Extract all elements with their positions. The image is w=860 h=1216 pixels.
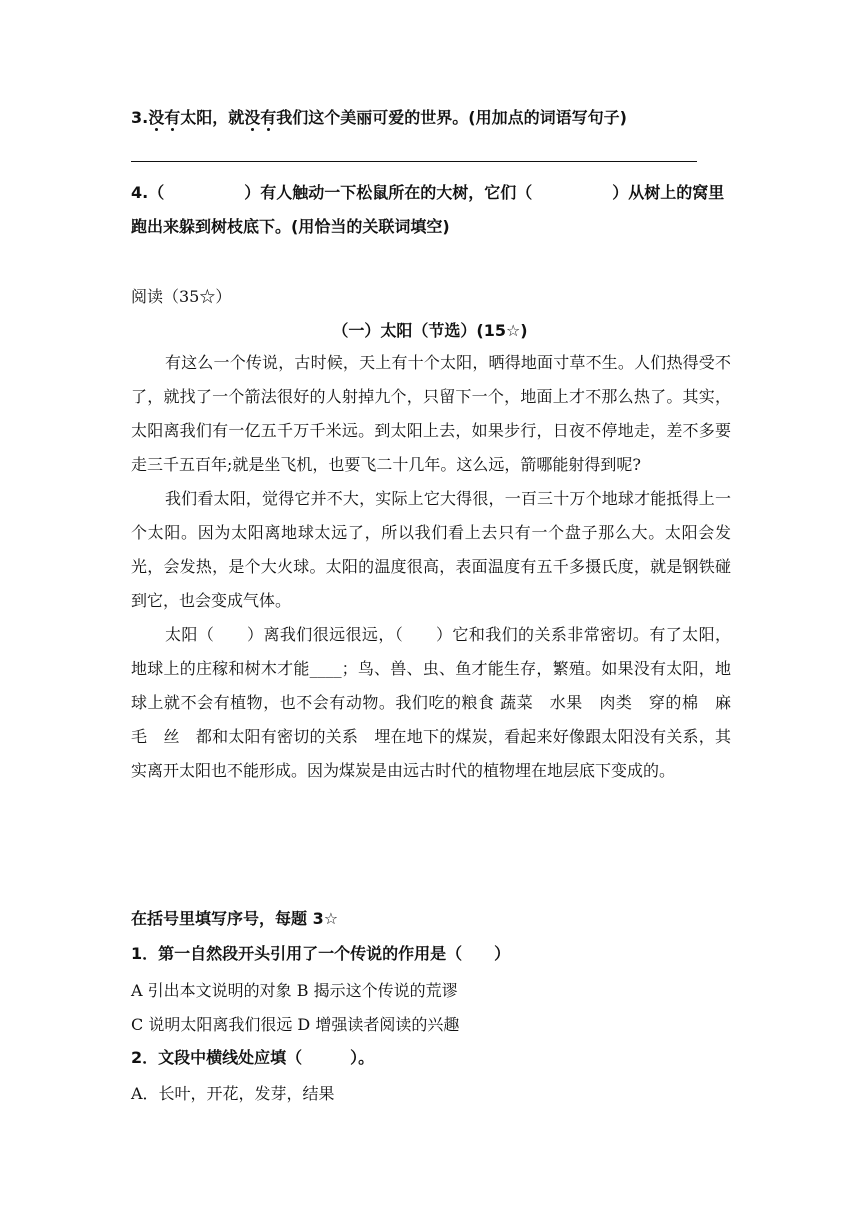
question-3: [131, 107, 627, 129]
reading-passage: [131, 346, 748, 788]
section-title: （一）太阳（节选）(15☆): [332, 321, 528, 340]
dotted-char: 有: [164, 108, 181, 127]
q3-prefix: 3.: [131, 108, 149, 127]
question-4: 4.（ ）有人触动一下松鼠所在的大树，它们（ ）从树上的窝里跑出来躲到树枝底下。(用恰当的关联词填空): [131, 183, 725, 236]
reading-heading: 阅读（35☆）: [131, 287, 232, 306]
passage-paragraph-2: 我们看太阳，觉得它并不大，实际上它大得很，一百三十万个地球才能抵得上一个太阳。因为太阳离地球太远了，所以我们看上去只有一个盘子那么大。太阳会发光，会发热，是个大火球。太阳的温度很高，表面温度有五千多摄氏度，就是钢铁碰到它，也会变成气体。: [131, 489, 731, 610]
passage-paragraph-1: 有这么一个传说，古时候，天上有十个太阳，晒得地面寸草不生。人们热得受不了，就找了一个箭法很好的人射掉九个，只留下一个，地面上才不那么热了。其实，太阳离我们有一亿五千万千米远。到太阳上去，如果步行，日夜不停地走，差不多要走三千五百年;就是坐飞机，也要飞二十几年。这么远，箭哪能射得到呢?: [131, 353, 731, 474]
question-2: 2．文段中横线处应填（ ）。: [131, 1048, 375, 1067]
q3-rest: 我们这个美丽可爱的世界。(用加点的词语写句子): [276, 108, 627, 127]
passage-paragraph-3: 太阳（ ）离我们很远很远，（ ）它和我们的关系非常密切。有了太阳，地球上的庄稼和树木才能____；鸟、兽、虫、鱼才能生存，繁殖。如果没有太阳，地球上就不会有植物，也不会有动物。我们吃的粮食 蔬菜 水果 肉类 穿的棉 麻 毛 丝 都和太阳有密切的关系 埋在地下的煤炭，看起来好像跟太阳没有关系，其实离开太阳也不能形成。因为煤炭是由远古时代的植物埋在地层底下变成的。: [131, 625, 748, 780]
question-1: 1．第一自然段开头引用了一个传说的作用是（ ）: [131, 944, 511, 963]
q3-mid: 太阳，就: [180, 108, 245, 127]
dotted-char: 有: [260, 108, 277, 127]
dotted-char: 没: [244, 108, 261, 127]
questions-instruction: 在括号里填写序号，每题 3☆: [131, 909, 339, 928]
dotted-char: 没: [148, 108, 165, 127]
q1-options-cd: C 说明太阳离我们很远 D 增强读者阅读的兴趣: [131, 1015, 460, 1034]
q1-options-ab: A 引出本文说明的对象 B 揭示这个传说的荒谬: [131, 981, 458, 1000]
q2-option-a: A．长叶，开花，发芽，结果: [131, 1084, 335, 1103]
answer-line[interactable]: [131, 161, 697, 162]
